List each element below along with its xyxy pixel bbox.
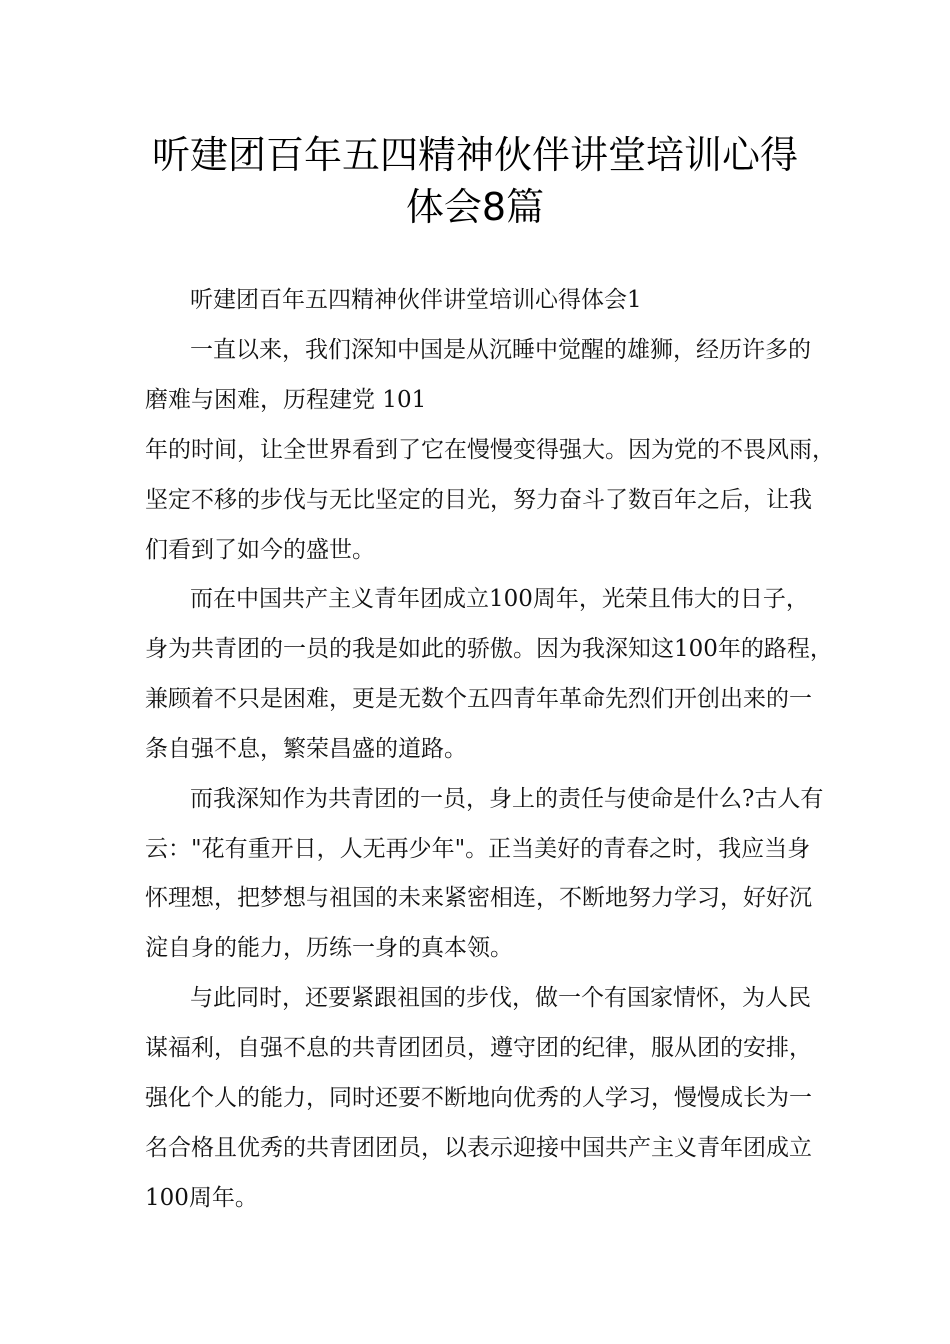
paragraph-line: 强化个人的能力，同时还要不断地向优秀的人学习，慢慢成长为一 [145, 1085, 812, 1111]
document-title-line-1: 听建团百年五四精神伙伴讲堂培训心得 [151, 133, 798, 177]
paragraph-line: 100周年。 [145, 1185, 258, 1211]
paragraph-line: 磨难与困难，历程建党 101 [145, 387, 427, 413]
paragraph-line: 们看到了如今的盛世。 [145, 537, 375, 563]
paragraph-line: 兼顾着不只是困难，更是无数个五四青年革命先烈们开创出来的一 [145, 686, 812, 712]
document-title-line-2: 体会8篇 [405, 185, 545, 229]
paragraph-line: 年的时间，让全世界看到了它在慢慢变得强大。因为党的不畏风雨， [145, 437, 835, 463]
paragraph-line: 条自强不息，繁荣昌盛的道路。 [145, 736, 467, 762]
paragraph-line: 谋福利，自强不息的共青团团员，遵守团的纪律，服从团的安排， [145, 1035, 812, 1061]
paragraph-line: 坚定不移的步伐与无比坚定的目光，努力奋斗了数百年之后，让我 [145, 487, 812, 513]
paragraph-line: 而我深知作为共青团的一员，身上的责任与使命是什么?古人有 [190, 786, 824, 812]
paragraph-line: 名合格且优秀的共青团团员，以表示迎接中国共产主义青年团成立 [145, 1135, 812, 1161]
paragraph-line: 怀理想，把梦想与祖国的未来紧密相连，不断地努力学习，好好沉 [145, 885, 812, 911]
paragraph-line: 而在中国共产主义青年团成立100周年，光荣且伟大的日子， [190, 586, 809, 612]
paragraph-line: 与此同时，还要紧跟祖国的步伐，做一个有国家情怀，为人民 [190, 985, 811, 1011]
paragraph-line: 云："花有重开日，人无再少年"。正当美好的青春之时，我应当身 [145, 836, 811, 862]
section-subtitle: 听建团百年五四精神伙伴讲堂培训心得体会1 [190, 287, 642, 313]
paragraph-line: 身为共青团的一员的我是如此的骄傲。因为我深知这100年的路程， [145, 636, 833, 662]
paragraph-line: 一直以来，我们深知中国是从沉睡中觉醒的雄狮，经历许多的 [190, 337, 811, 363]
paragraph-line: 淀自身的能力，历练一身的真本领。 [145, 935, 513, 961]
